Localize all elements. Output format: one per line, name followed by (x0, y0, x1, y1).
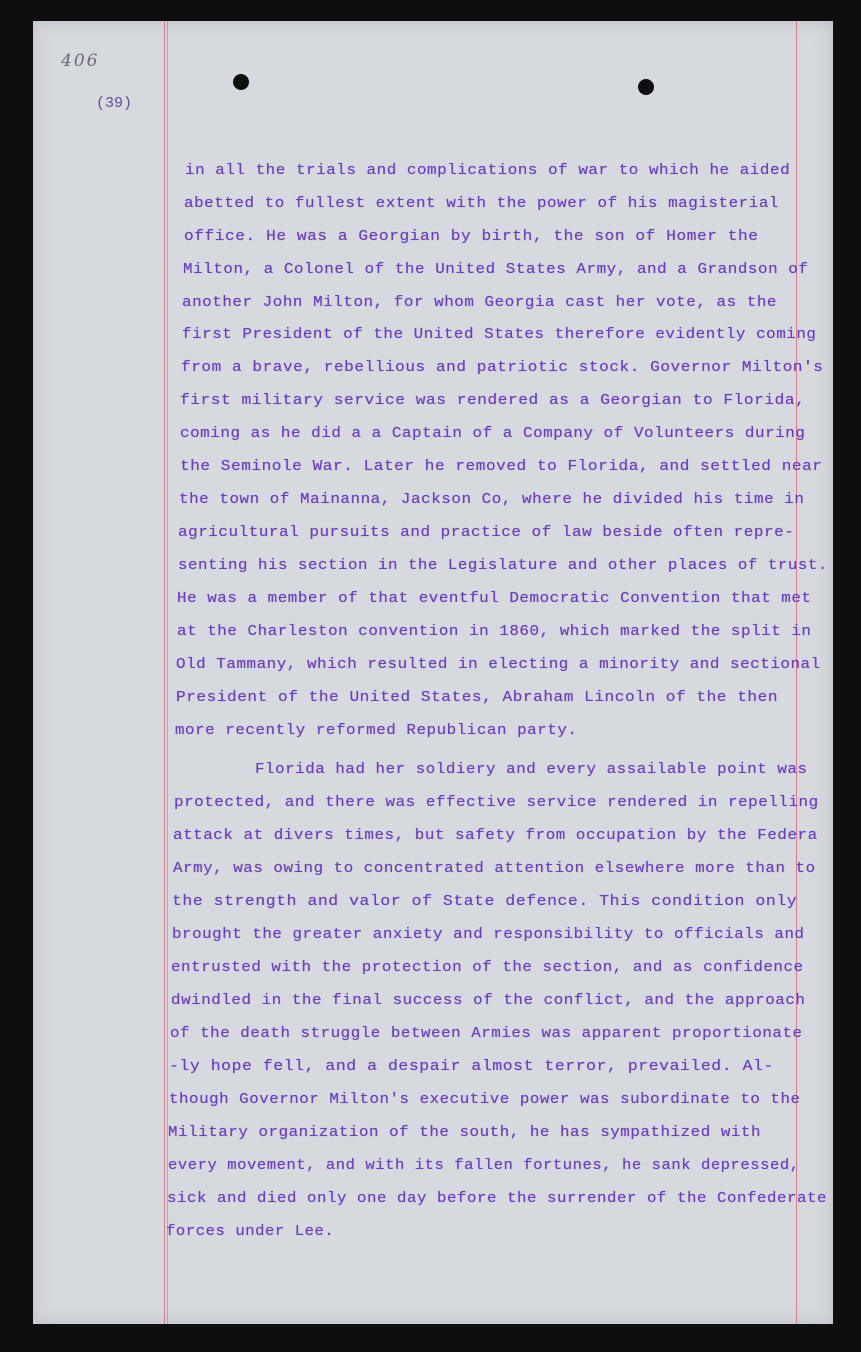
text-line: first President of the United States therefore evidently coming (182, 327, 817, 343)
text-line: abetted to fullest extent with the power of his magisterial (184, 196, 780, 212)
text-line: dwindled in the final success of the conflict, and the approach (171, 993, 806, 1009)
text-line: Florida had her soldiery and every assailable point was (255, 762, 808, 778)
document-sheet (33, 21, 833, 1324)
text-line: in all the trials and complications of war to which he aided (185, 163, 791, 179)
text-line: Military organization of the south, he has sympathized with (168, 1125, 762, 1141)
text-line: protected, and there was effective service rendered in repelling (174, 795, 819, 811)
punch-hole-left (233, 74, 249, 90)
text-line: coming as he did a a Captain of a Company of Volunteers during (180, 426, 806, 442)
text-line: Milton, a Colonel of the United States Army, and a Grandson of (183, 262, 809, 278)
left-margin-rule (164, 21, 165, 1324)
text-line: the town of Mainanna, Jackson Co, where he divided his time in (179, 492, 805, 508)
text-line: Old Tammany, which resulted in electing a minority and sectional (176, 657, 821, 673)
text-line: -ly hope fell, and a despair almost terror, prevailed. Al- (169, 1059, 774, 1075)
text-line: brought the greater anxiety and responsibility to officials and (172, 927, 805, 943)
page-number: (39) (96, 95, 133, 112)
text-line: Army, was owing to concentrated attention elsewhere more than to (173, 861, 816, 877)
text-line: first military service was rendered as a Georgian to Florida, (180, 393, 806, 409)
text-line: President of the United States, Abraham Lincoln of the then (176, 690, 779, 706)
text-line: every movement, and with its fallen fortunes, he sank depressed, (168, 1158, 800, 1174)
handwritten-folio-number: 406 (61, 51, 100, 71)
text-line: forces under Lee. (166, 1224, 335, 1240)
text-line: He was a member of that eventful Democratic Convention that met (177, 591, 812, 607)
text-line: office. He was a Georgian by birth, the son of Homer the (184, 229, 759, 245)
text-line: though Governor Milton's executive power was subordinate to the (169, 1092, 801, 1108)
text-line: the Seminole War. Later he removed to Florida, and settled near (180, 459, 823, 475)
text-line: entrusted with the protection of the section, and as confidence (171, 960, 804, 976)
text-line: another John Milton, for whom Georgia cast her vote, as the (182, 295, 778, 311)
text-line: the strength and valor of State defence. This condition only (172, 894, 798, 910)
text-line: sick and died only one day before the surrender of the Confederate (167, 1191, 827, 1207)
text-line: more recently reformed Republican party. (175, 723, 578, 739)
punch-hole-right (638, 79, 654, 95)
text-line: of the death struggle between Armies was apparent proportionate (170, 1026, 803, 1042)
text-line: senting his section in the Legislature and other places of trust. (178, 558, 828, 574)
text-line: at the Charleston convention in 1860, which marked the split in (177, 624, 812, 640)
text-line: from a brave, rebellious and patriotic stock. Governor Milton's (181, 360, 824, 376)
text-line: attack at divers times, but safety from occupation by the Federa (173, 828, 818, 844)
text-line: agricultural pursuits and practice of law beside often repre- (178, 525, 795, 541)
